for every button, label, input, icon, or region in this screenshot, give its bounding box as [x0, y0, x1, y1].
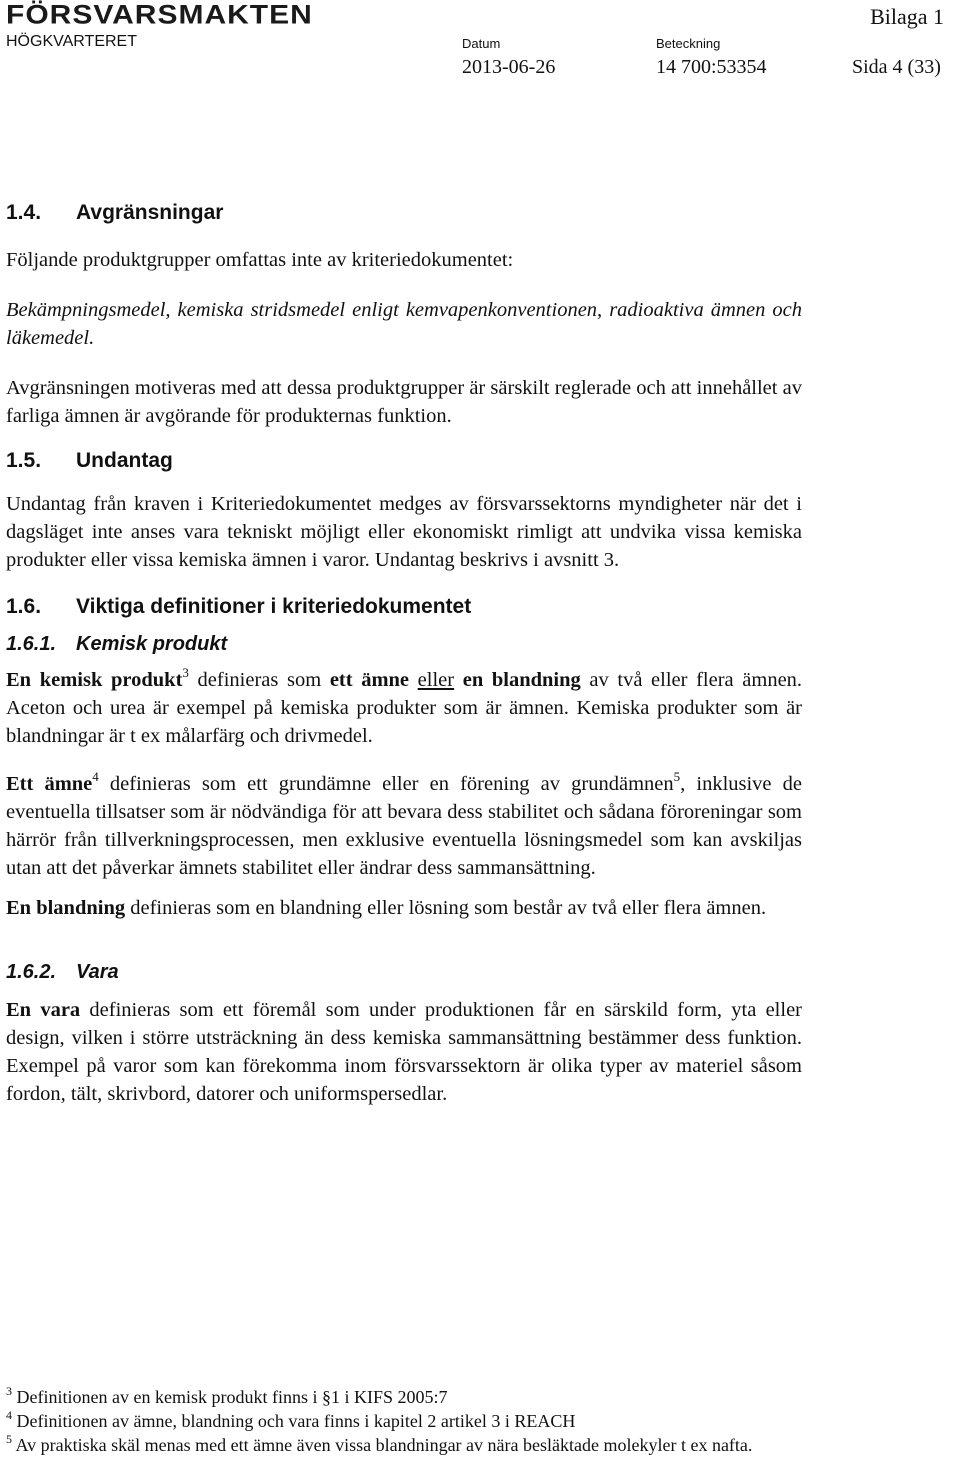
footnote	[6, 1385, 806, 1409]
footnote-number: 5	[6, 1432, 12, 1446]
footnotes	[6, 1385, 806, 1457]
section-title: Vara	[76, 961, 119, 983]
section-number: 1.4.	[6, 201, 42, 224]
beteckning-label: Beteckning	[656, 36, 721, 51]
text: definieras som ett föremål som under produktionen får en särskild form, yta eller design, vilken i större utsträckning än dess kemiska sammansättning bestämmer dess funktion. Exempel på varor som kan förekomma inom försvarssektorn är olika typer av materiel såsom fordon, tält, skrivbord, datorer och uniformspersedlar.	[6, 999, 802, 1105]
paragraph-vara	[6, 996, 802, 1108]
term: En vara	[6, 999, 81, 1021]
paragraph-blandning	[6, 894, 802, 922]
footnote	[6, 1433, 806, 1457]
paragraph: Följande produktgrupper omfattas inte av kriteriedokumentet:	[6, 249, 514, 271]
text-underlined: eller	[417, 669, 455, 691]
unit-name: HÖGKVARTERET	[6, 33, 137, 50]
paragraph-amne	[6, 770, 802, 882]
section-number: 1.6.	[6, 595, 42, 618]
paragraph: Undantag från kraven i Kriteriedokumentet medges av försvarssektorns myndigheter när det i dagsläget inte anses vara tekniskt möjligt eller ekonomiskt rimligt att undvika vissa kemiska produkter eller vissa kemiska ämnen i varor. Undantag beskrivs i avsnitt 3.	[6, 493, 802, 571]
footnote-ref: 3	[182, 665, 189, 680]
term: En blandning	[6, 897, 126, 919]
page-number: Sida 4 (33)	[852, 56, 941, 78]
footnote-text: Definitionen av en kemisk produkt finns i §1 i KIFS 2005:7	[16, 1387, 448, 1407]
section-title: Viktiga definitioner i kriteriedokumentet	[76, 595, 472, 618]
text: definieras som en blandning eller lösning som består av två eller flera ämnen.	[130, 897, 767, 919]
term: en blandning	[462, 669, 581, 691]
term: En kemisk produkt	[6, 669, 183, 691]
section-heading-1-5	[6, 448, 802, 474]
paragraph-kemisk-produkt	[6, 666, 802, 750]
section-title: Undantag	[76, 449, 173, 472]
section-title: Kemisk produkt	[76, 633, 228, 655]
section-number: 1.6.2.	[6, 961, 57, 983]
footnote-number: 4	[6, 1408, 12, 1422]
text: definieras som	[197, 669, 322, 691]
footnote-ref: 4	[92, 769, 99, 784]
text: , inklusive de eventuella tillsatser som är nödvändiga för att bevara dess stabilitet och sådana föroreningar som härrör från tillverkningsprocessen, men exklusive eventuella lösningsmedel som kan avskiljas utan att det påverkar ämnets stabilitet eller ändrar dess sammansättning.	[6, 773, 803, 879]
footnote	[6, 1409, 806, 1433]
section-number: 1.6.1.	[6, 633, 57, 655]
paragraph-excluded-groups: Bekämpningsmedel, kemiska stridsmedel enligt kemvapenkonventionen, radioaktiva ämnen och läkemedel.	[6, 299, 802, 349]
section-heading-1-6-2	[6, 960, 802, 984]
section-heading-1-6-1	[6, 632, 802, 656]
beteckning-value: 14 700:53354	[656, 56, 767, 78]
datum-value: 2013-06-26	[462, 56, 556, 78]
footnote-ref: 5	[673, 769, 681, 784]
term: Ett ämne	[6, 773, 93, 795]
organization-logo-text: FÖRSVARSMAKTEN	[6, 0, 313, 30]
footnote-number: 3	[6, 1384, 12, 1398]
paragraph: Avgränsningen motiveras med att dessa produktgrupper är särskilt reglerade och att innehållet av farliga ämnen är avgörande för produkternas funktion.	[6, 377, 802, 427]
footnote-text: Definitionen av ämne, blandning och vara finns i kapitel 2 artikel 3 i REACH	[16, 1411, 576, 1431]
text: definieras som ett grundämne eller en förening av grundämnen	[109, 773, 674, 795]
section-number: 1.5.	[6, 449, 42, 472]
text: av två eller flera ämnen. Aceton och urea är exempel på kemiska produkter som är ämnen. Kemiska produkter som är blandningar är t ex målarfärg och drivmedel.	[6, 669, 803, 747]
section-heading-1-6	[6, 594, 802, 620]
document-body	[6, 200, 802, 1108]
footnote-text: Av praktiska skäl menas med ett ämne även vissa blandningar av nära besläktade molekyler t ex nafta.	[15, 1435, 753, 1455]
section-heading-1-4	[6, 200, 802, 226]
term: ett ämne	[329, 669, 410, 691]
bilaga-label: Bilaga 1	[870, 4, 944, 29]
section-title: Avgränsningar	[76, 201, 224, 224]
datum-label: Datum	[462, 36, 501, 51]
